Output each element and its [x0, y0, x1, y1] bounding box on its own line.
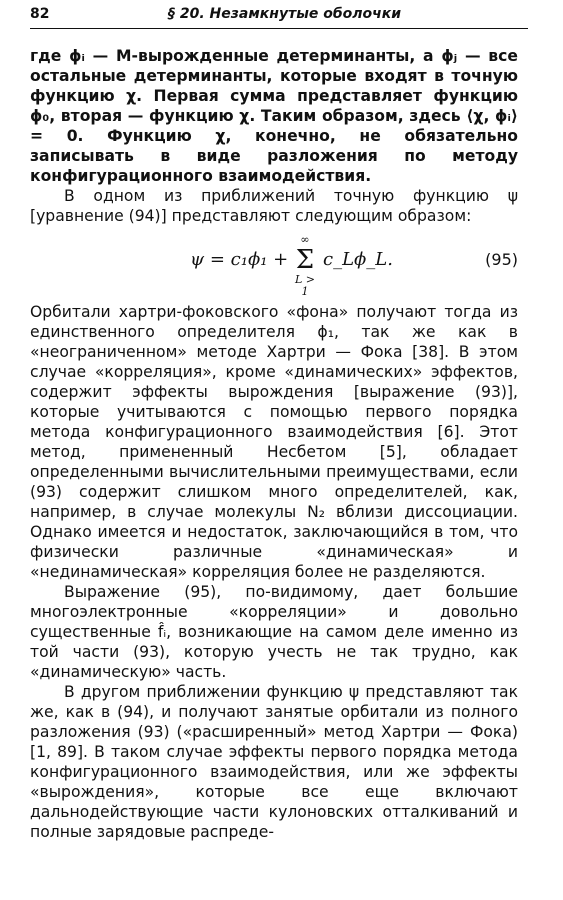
paragraph: где ϕᵢ — M-вырожденные детерминанты, а ϕⱼ — все остальные детерминанты, которые входят в точную функцию χ. Первая сумма представляет функцию ϕ₀, вторая — функцию χ. Таким образом, здесь ⟨χ, ϕᵢ⟩ = 0. Функцию χ, конечно, не обязательно записывать в виде разложения по методу конфигурационного взаимодействия. — [30, 47, 518, 185]
sum-lower-limit: L > 1 — [294, 273, 316, 298]
sum-sign: Σ — [295, 245, 315, 275]
body-text — [30, 46, 518, 842]
paragraph: В другом приближении функцию ψ представляют так же, как в (94), и получают занятые орбитали из полного разложения (93) («расширенный» метод Хартри — Фока) [1, 89]. В таком случае эффекты первого порядка метода конфигурационного взаимодействия, или же эффекты «вырождения», которые все еще включают дальнодействующие части кулоновских отталкиваний и полные зарядовые распреде- — [30, 683, 518, 841]
paragraph: Выражение (95), по-видимому, дает большие многоэлектронные «корреляции» и довольно существенные f̂ᵢ, возникающие на самом деле именно из той части (93), которую учесть не так трудно, как «динамическую» часть. — [30, 583, 518, 681]
summation — [290, 234, 320, 298]
sum-upper-limit: ∞ — [300, 233, 310, 246]
equation-tail: c_Lϕ_L. — [323, 249, 393, 270]
paragraph: В одном из приближений точную функцию ψ [уравнение (94)] представляют следующим образом: — [30, 187, 518, 225]
equation-main: ψ = c₁ϕ₁ + — [190, 249, 289, 270]
running-title: § 20. Незамкнутые оболочки — [168, 6, 402, 22]
paragraph: Орбитали хартри-фоковского «фона» получают тогда из единственного определителя ϕ₁, так же как в «неограниченном» методе Хартри — Фока [38]. В этом случае «корреляция», кроме «динамических» эффектов, содержит эффекты вырождения [выражение (93)], которые учитываются с помощью первого порядка метода конфигурационного взаимодействия [6]. Этот метод, примененный Несбетом [5], обладает определенными вычислительными преимуществами, если (93) содержит слишком много определителей, как, например, в случае молекулы N₂ вблизи диссоциации. Однако имеется и недостаток, заключающийся в том, что физически различные «динамическая» и «нединамическая» корреляция более не разделяются. — [30, 303, 518, 581]
page-number: 82 — [30, 6, 50, 22]
equation-95 — [30, 232, 518, 298]
equation-number: (95) — [485, 250, 518, 269]
page-header — [30, 6, 528, 29]
